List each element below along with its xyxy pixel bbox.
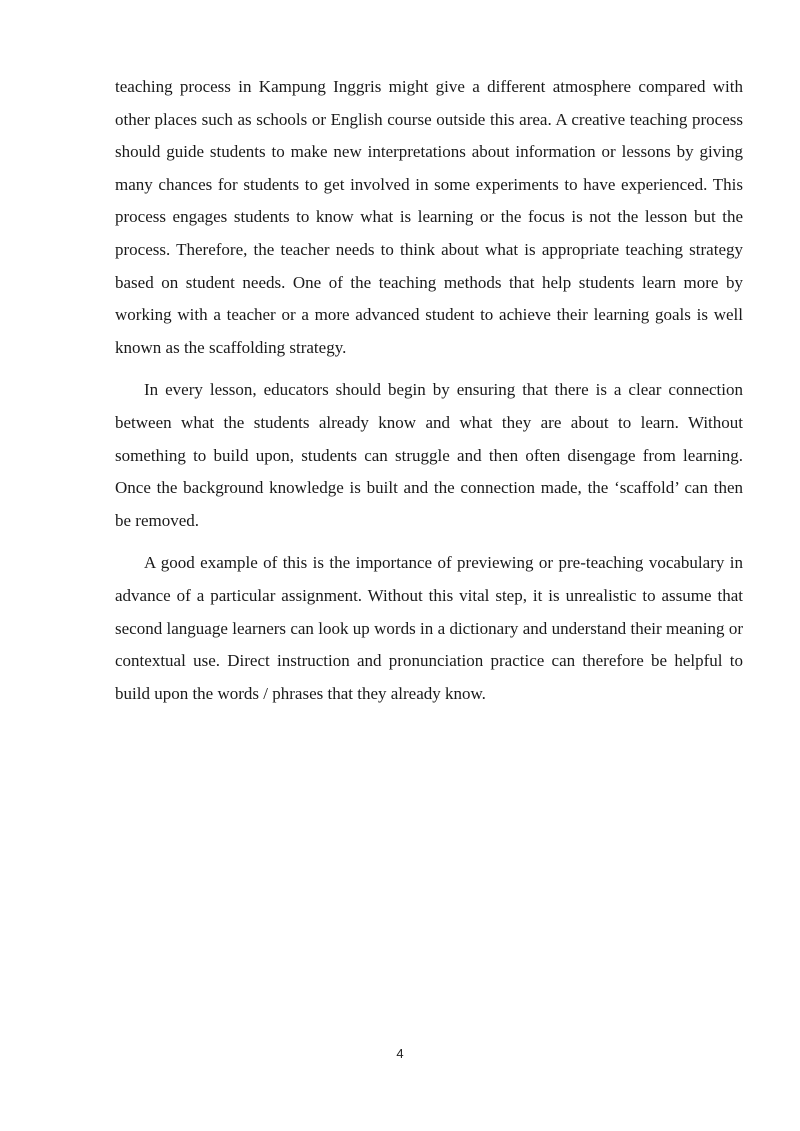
paragraph-scaffold-connection: In every lesson, educators should begin by ensuring that there is a clear connection between what the students already know and what they are about to learn. Without something to build upon, students can struggle and then often disengage from learning. Once the background knowledge is built and the connection made, the ‘scaffold’ can then be removed. [115, 380, 743, 530]
paragraph-vocabulary-example: A good example of this is the importance of previewing or pre-teaching vocabulary in advance of a particular assignment. Without this vital step, it is unrealistic to assume that second language learners can look up words in a dictionary and understand their meaning or contextual use. Direct instruction and pronunciation practice can therefore be helpful to build upon the words / phrases that they already know. [115, 553, 743, 703]
page-number: 4 [396, 1046, 404, 1061]
paragraph-continued: teaching process in Kampung Inggris might give a different atmosphere compared with other places such as schools or English course outside this area. A creative teaching process should guide students to make new interpretations about information or lessons by giving many chances for students to get involved in some experiments to have experienced. This process engages students to know what is learning or the focus is not the lesson but the process. Therefore, the teacher needs to think about what is appropriate teaching strategy based on student needs. One of the teaching methods that help students learn more by working with a teacher or a more advanced student to achieve their learning goals is well known as the scaffolding strategy. [115, 77, 743, 357]
body-text [115, 71, 743, 710]
